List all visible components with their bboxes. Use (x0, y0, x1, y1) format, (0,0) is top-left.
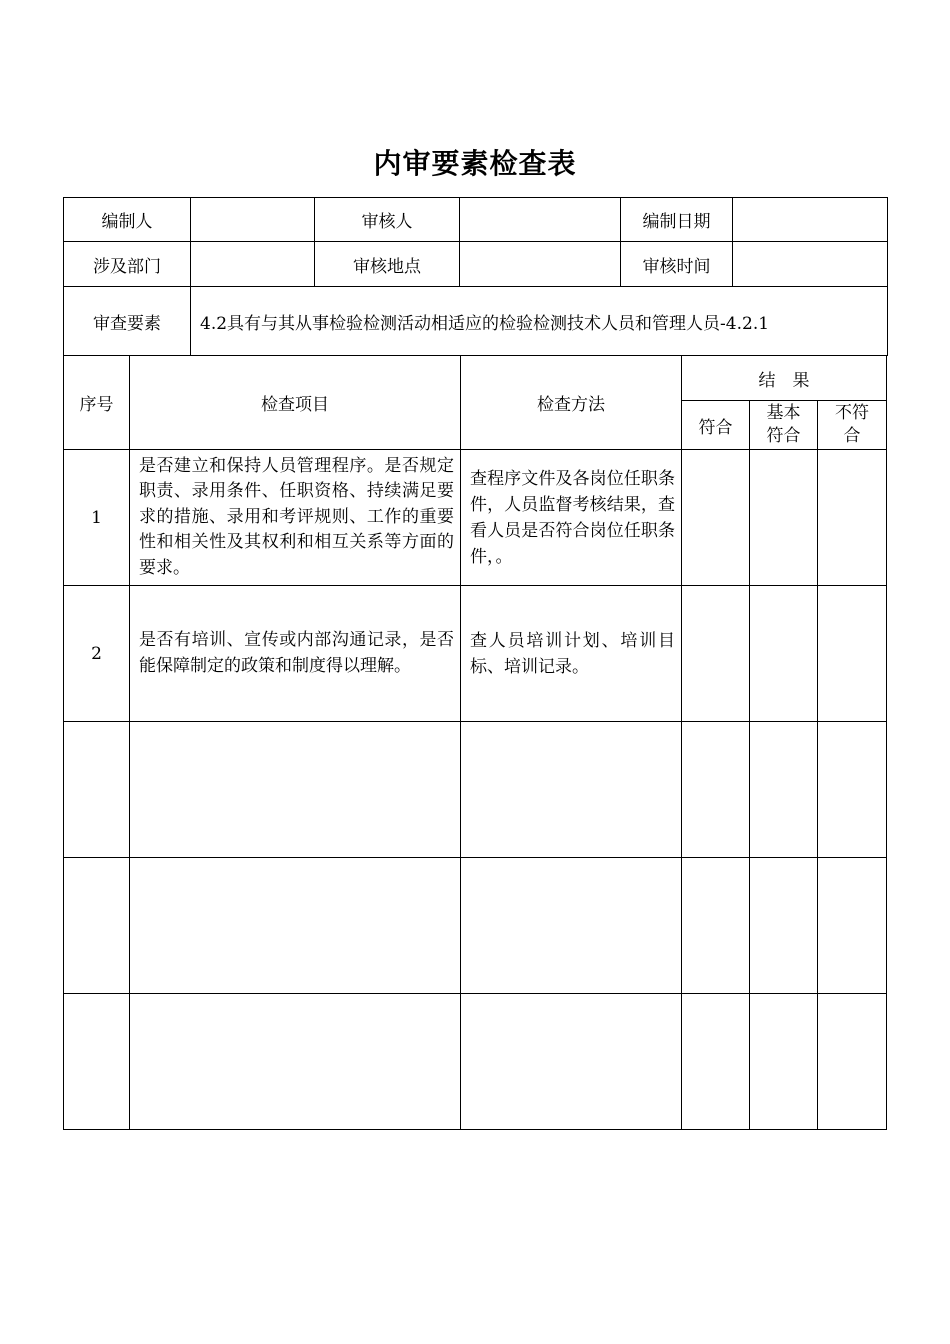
row-conform-cell[interactable] (682, 586, 750, 722)
row-conform-cell[interactable] (682, 722, 750, 858)
compiler-label: 编制人 (64, 198, 191, 242)
review-time-label: 审核时间 (621, 242, 733, 287)
row-conform-cell[interactable] (682, 994, 750, 1130)
row-basic-conform-cell[interactable] (750, 450, 818, 586)
row-item: 是否有培训、宣传或内部沟通记录，是否能保障制定的政策和制度得以理解。 (130, 586, 461, 722)
row-method (461, 994, 682, 1130)
table-row (64, 586, 887, 722)
header-method: 检查方法 (461, 356, 682, 450)
reviewer-field[interactable] (460, 198, 621, 242)
row-item (130, 858, 461, 994)
element-value: 4.2具有与其从事检验检测活动相适应的检验检测技术人员和管理人员-4.2.1 (191, 287, 888, 356)
header-basic-conform: 基本符合 (750, 401, 818, 450)
compiler-field[interactable] (191, 198, 315, 242)
table-row (64, 722, 887, 858)
row-basic-conform-cell[interactable] (750, 586, 818, 722)
row-nonconform-cell[interactable] (818, 994, 887, 1130)
location-field[interactable] (460, 242, 621, 287)
element-label: 审查要素 (64, 287, 191, 356)
row-nonconform-cell[interactable] (818, 722, 887, 858)
reviewer-label: 审核人 (315, 198, 460, 242)
header-result: 结 果 (682, 356, 887, 401)
row-nonconform-cell[interactable] (818, 450, 887, 586)
row-conform-cell[interactable] (682, 450, 750, 586)
row-seq: 2 (64, 586, 130, 722)
table-row (64, 858, 887, 994)
row-seq (64, 858, 130, 994)
row-basic-conform-cell[interactable] (750, 994, 818, 1130)
review-time-field[interactable] (733, 242, 888, 287)
row-item (130, 722, 461, 858)
table-row (64, 450, 887, 586)
row-method: 查人员培训计划、培训目标、培训记录。 (461, 586, 682, 722)
compile-date-field[interactable] (733, 198, 888, 242)
checklist-table (63, 355, 887, 1130)
row-seq (64, 722, 130, 858)
row-method (461, 722, 682, 858)
department-label: 涉及部门 (64, 242, 191, 287)
row-nonconform-cell[interactable] (818, 858, 887, 994)
row-nonconform-cell[interactable] (818, 586, 887, 722)
department-field[interactable] (191, 242, 315, 287)
row-method: 查程序文件及各岗位任职条件，人员监督考核结果，查看人员是否符合岗位任职条件，。 (461, 450, 682, 586)
row-item: 是否建立和保持人员管理程序。是否规定职责、录用条件、任职资格、持续满足要求的措施、录用和考评规则、工作的重要性和相关性及其权利和相互关系等方面的要求。 (130, 450, 461, 586)
row-seq: 1 (64, 450, 130, 586)
header-seq: 序号 (64, 356, 130, 450)
compile-date-label: 编制日期 (621, 198, 733, 242)
row-seq (64, 994, 130, 1130)
info-table (63, 197, 888, 356)
header-conform: 符合 (682, 401, 750, 450)
row-basic-conform-cell[interactable] (750, 858, 818, 994)
header-nonconform: 不符合 (818, 401, 887, 450)
header-item: 检查项目 (130, 356, 461, 450)
row-method (461, 858, 682, 994)
row-conform-cell[interactable] (682, 858, 750, 994)
page-title: 内审要素检查表 (373, 147, 577, 180)
table-row (64, 994, 887, 1130)
location-label: 审核地点 (315, 242, 460, 287)
row-item (130, 994, 461, 1130)
row-basic-conform-cell[interactable] (750, 722, 818, 858)
